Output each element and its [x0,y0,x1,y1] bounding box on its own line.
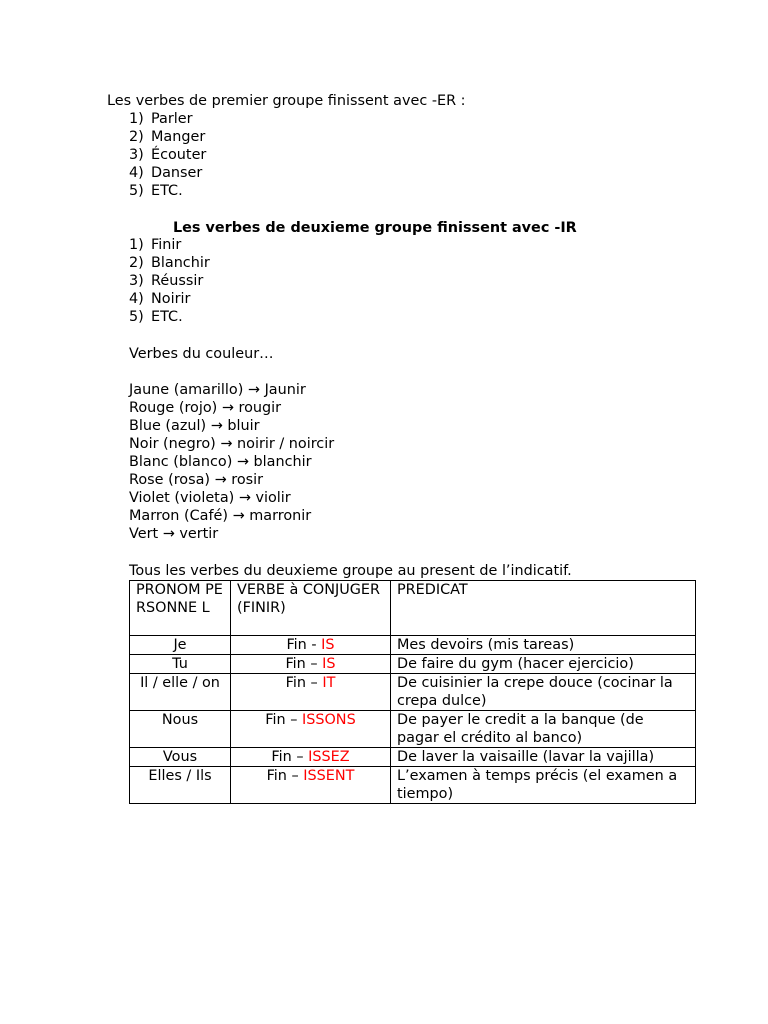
color-verb-line [129,381,306,399]
item-number: 1) [129,237,144,253]
header-cell-verbe: VERBE à CONJUGER (FINIR) [231,581,391,636]
section1-item [129,182,183,200]
arrow-icon: → [232,508,245,524]
item-number: 2) [129,255,144,271]
item-number: 5) [129,309,144,325]
section1-item [129,146,206,164]
color-verb-line [129,453,312,471]
section2-item [129,236,181,254]
predicate-cell: De faire du gym (hacer ejercicio) [391,655,696,674]
verb-ending: IS [322,656,336,672]
verb-cell [231,767,391,804]
color-name: Rouge (rojo) [129,400,218,416]
pronoun-cell: Je [130,636,231,655]
pronoun-cell: Il / elle / on [130,674,231,711]
colors-heading: Verbes du couleur… [129,346,274,362]
section1-item [129,110,193,128]
table-header-row [130,581,696,636]
color-verb: rosir [231,472,264,488]
verb-ending: IS [321,637,335,653]
item-text: ETC. [151,309,183,325]
table-row [130,636,696,655]
verb-cell [231,674,391,711]
item-number: 3) [129,147,144,163]
color-verb: bluir [227,418,260,434]
color-verb-line [129,525,218,543]
verb-cell [231,636,391,655]
table-row [130,711,696,748]
section2-item [129,308,183,326]
color-verb: Jaunir [264,382,306,398]
item-number: 5) [129,183,144,199]
color-verb: vertir [179,526,219,542]
item-text: ETC. [151,183,183,199]
header-cell-pronom: PRONOM PERSONNE L [130,581,231,636]
item-text: Noirir [151,291,191,307]
pronoun-cell: Tu [130,655,231,674]
section2-item [129,290,190,308]
arrow-icon: → [247,382,260,398]
conjugation-table [129,580,696,804]
verb-ending: IT [322,675,336,691]
pronoun-cell: Elles / Ils [130,767,231,804]
section2-item [129,272,203,290]
item-text: Réussir [151,273,204,289]
verb-stem: Fin – [265,712,302,728]
color-name: Noir (negro) [129,436,216,452]
pronoun-cell: Nous [130,711,231,748]
verb-ending: ISSEZ [308,749,350,765]
color-verb-line [129,507,311,525]
section1-item [129,128,205,146]
header-cell-predicat: PREDICAT [391,581,696,636]
verb-stem: Fin – [266,768,304,784]
section1-heading: Les verbes de premier groupe finissent avec -ER : [107,93,466,109]
verb-stem: Fin - [286,637,322,653]
color-name: Vert [129,526,159,542]
color-verb: violir [255,490,291,506]
section2-item [129,254,210,272]
predicate-cell: De laver la vaisaille (lavar la vajilla) [391,748,696,767]
color-verb-line [129,399,281,417]
conjugation-intro: Tous les verbes du deuxieme groupe au present de l’indicatif. [129,563,572,579]
color-name: Blue (azul) [129,418,207,434]
color-name: Violet (violeta) [129,490,235,506]
verb-ending: ISSENT [303,768,355,784]
table-row [130,655,696,674]
color-verb: rougir [238,400,282,416]
item-text: Manger [151,129,206,145]
table-row [130,748,696,767]
item-number: 4) [129,291,144,307]
arrow-icon: → [214,472,227,488]
color-verb: marronir [249,508,312,524]
color-name: Marron (Café) [129,508,229,524]
arrow-icon: → [220,436,233,452]
table-row [130,767,696,804]
section1-item [129,164,202,182]
color-verb-line [129,435,334,453]
section2-heading: Les verbes de deuxieme groupe finissent avec -IR [173,220,577,236]
item-number: 1) [129,111,144,127]
item-text: Parler [151,111,193,127]
arrow-icon: → [162,526,175,542]
verb-cell [231,748,391,767]
item-number: 3) [129,273,144,289]
arrow-icon: → [238,490,251,506]
color-name: Jaune (amarillo) [129,382,244,398]
item-number: 4) [129,165,144,181]
color-verb-line [129,489,291,507]
color-verb-line [129,471,263,489]
table-row [130,674,696,711]
color-verb: blanchir [253,454,312,470]
color-name: Rose (rosa) [129,472,211,488]
item-text: Finir [151,237,182,253]
verb-stem: Fin – [271,749,309,765]
predicate-cell: Mes devoirs (mis tareas) [391,636,696,655]
arrow-icon: → [236,454,249,470]
predicate-cell: L’examen à temps précis (el examen a tiempo) [391,767,696,804]
item-text: Danser [151,165,203,181]
color-verb: noirir / noircir [237,436,335,452]
pronoun-cell: Vous [130,748,231,767]
verb-cell [231,655,391,674]
verb-ending: ISSONS [301,712,356,728]
verb-stem: Fin – [285,656,323,672]
arrow-icon: → [210,418,223,434]
arrow-icon: → [221,400,234,416]
verb-cell [231,711,391,748]
item-number: 2) [129,129,144,145]
verb-stem: Fin – [285,675,323,691]
item-text: Écouter [151,147,207,163]
color-name: Blanc (blanco) [129,454,233,470]
item-text: Blanchir [151,255,210,271]
predicate-cell: De payer le credit a la banque (de pagar el crédito al banco) [391,711,696,748]
predicate-cell: De cuisinier la crepe douce (cocinar la crepa dulce) [391,674,696,711]
color-verb-line [129,417,260,435]
